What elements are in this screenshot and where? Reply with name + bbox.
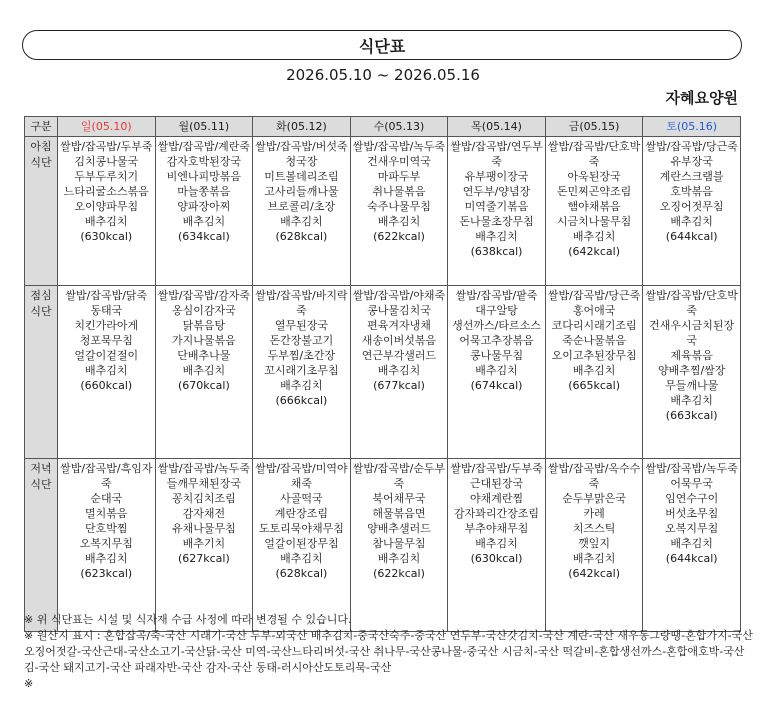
table-row-dinner — [25, 459, 741, 632]
footnotes — [24, 612, 754, 692]
day-header-sat: 토(05.16) — [643, 117, 741, 137]
day-header-sun: 일(05.10) — [58, 117, 156, 137]
menu-cell: 쌀밥/잡곡밥/녹두죽 건새우미역국 마파두부 취나물볶음 숙주나물무침 배추김치 (622kcal) — [350, 137, 448, 286]
menu-cell: 쌀밥/잡곡밥/녹두죽 어묵무국 임연수구이 버섯초무침 오복지무침 배추김치 (644kcal) — [643, 459, 741, 632]
menu-cell: 쌀밥/잡곡밥/녹두죽 들깨무채된장국 꽁치김치조림 감자채전 유채나물무침 배추기치 (627kcal) — [155, 459, 253, 632]
meal-label-dinner: 저녁 식단 — [25, 459, 58, 632]
meal-label-lunch: 점심 식단 — [25, 286, 58, 459]
menu-cell: 쌀밥/잡곡밥/야채죽 콩나물김치국 편육겨자냉채 새송이버섯볶음 연근부각샐러드 배추김치 (677kcal) — [350, 286, 448, 459]
meal-label-breakfast: 아침 식단 — [25, 137, 58, 286]
day-header-wed: 수(05.13) — [350, 117, 448, 137]
table-row-breakfast — [25, 137, 741, 286]
day-header-fri: 금(05.15) — [545, 117, 643, 137]
menu-cell: 쌀밥/잡곡밥/두부죽 근대된장국 야채계란찜 감자꽈리간장조림 부추야채무침 배추김치 (630kcal) — [448, 459, 546, 632]
table-header-row — [25, 117, 741, 137]
menu-cell: 쌀밥/잡곡밥/미역야채죽 사골떡국 계란장조림 도토리묵야채무침 얼갈이된장무침 배추김치 (628kcal) — [253, 459, 351, 632]
meal-table — [24, 116, 741, 632]
title-banner — [22, 30, 742, 60]
menu-cell: 쌀밥/잡곡밥/단호박죽 아욱된장국 돈민찌곤약조림 햄야채볶음 시금치나물무침 배추김치 (642kcal) — [545, 137, 643, 286]
footnote-mark: ※ — [24, 677, 34, 690]
change-notice: ※ 위 식단표는 시설 및 식자재 수급 사정에 따라 변경될 수 있습니다. — [24, 613, 352, 626]
menu-cell: 쌀밥/잡곡밥/바지락죽 열무된장국 돈간장불고기 두부찜/초간장 꼬시래기초무침 배추김치 (666kcal) — [253, 286, 351, 459]
day-header-mon: 월(05.11) — [155, 117, 253, 137]
menu-cell: 쌀밥/잡곡밥/감자죽 옹심이감자국 닭볶음탕 가지나물볶음 단배추나물 배추김치 (670kcal) — [155, 286, 253, 459]
menu-cell: 쌀밥/잡곡밥/옥수수죽 순두부맑은국 카레 치즈스틱 깻잎지 배추김치 (642kcal) — [545, 459, 643, 632]
menu-cell: 쌀밥/잡곡밥/당근죽 유부장국 계란스크램블 호박볶음 오징어젓무침 배추김치 (644kcal) — [643, 137, 741, 286]
origin-notice: ※ 원산지 표시 : 혼합잡곡/죽-국산 시래기-국산 두부-외국산 배추김치-중국산숙주-중국산 연두부-국산갓김치-국산 계란-국산 새우동그랑땡-혼합가지-국산오징어젓갈-국산근대-국산소고기-국산닭-국산 미역-국산느타리버섯-국산 취나무-국산콩나물-중국산 시금치-국산 떡갈비-혼합생선까스-혼합애호박-국산 김-국산 돼지고기-국산 파래자반-국산 감자-국산 동태-러시아산도토리묵-국산 — [24, 629, 753, 674]
menu-cell: 쌀밥/잡곡밥/당근죽 홍어애국 코다리시래기조림 죽순나물볶음 오이고추된장무침 배추김치 (665kcal) — [545, 286, 643, 459]
menu-cell: 쌀밥/잡곡밥/흑임자죽 순대국 멸치볶음 단호박찜 오복지무침 배추김치 (623kcal) — [58, 459, 156, 632]
page-title: 식단표 — [358, 36, 406, 56]
table-row-lunch — [25, 286, 741, 459]
menu-cell: 쌀밥/잡곡밥/단호박죽 건새우시금치된장국 제육볶음 양배추찜/쌈장 무들깨나물 배추김치 (663kcal) — [643, 286, 741, 459]
menu-cell: 쌀밥/잡곡밥/팥죽 대구알탕 생선까스/타르소스 어묵고추장볶음 콩나물무침 배추김치 (674kcal) — [448, 286, 546, 459]
menu-cell: 쌀밥/잡곡밥/순두부죽 북어채무국 해물볶음면 양배추샐러드 참나물무침 배추김치 (622kcal) — [350, 459, 448, 632]
menu-cell: 쌀밥/잡곡밥/연두부죽 유부팽이장국 연두부/양념장 미역줄기볶음 돈나물초장무침 배추김치 (638kcal) — [448, 137, 546, 286]
menu-period: 2026.05.10 ~ 2026.05.16 — [286, 66, 480, 84]
menu-cell: 쌀밥/잡곡밥/닭죽 동태국 치킨가라아게 청포묵무침 얼갈이겉절이 배추김치 (660kcal) — [58, 286, 156, 459]
corner-label: 구분 — [25, 117, 58, 137]
menu-cell: 쌀밥/잡곡밥/계란죽 감자호박된장국 비엔나피망볶음 마늘쫑볶음 양파장아찌 배추김치 (634kcal) — [155, 137, 253, 286]
menu-cell: 쌀밥/잡곡밥/버섯죽 청국장 미트볼데리조림 고사리들깨나물 브로콜리/초장 배추김치 (628kcal) — [253, 137, 351, 286]
facility-name: 자혜요양원 — [665, 89, 738, 107]
day-header-tue: 화(05.12) — [253, 117, 351, 137]
menu-cell: 쌀밥/잡곡밥/두부죽 김치콩나물국 두부두루치기 느타리굴소스볶음 오이양파무침 배추김치 (630kcal) — [58, 137, 156, 286]
day-header-thu: 목(05.14) — [448, 117, 546, 137]
